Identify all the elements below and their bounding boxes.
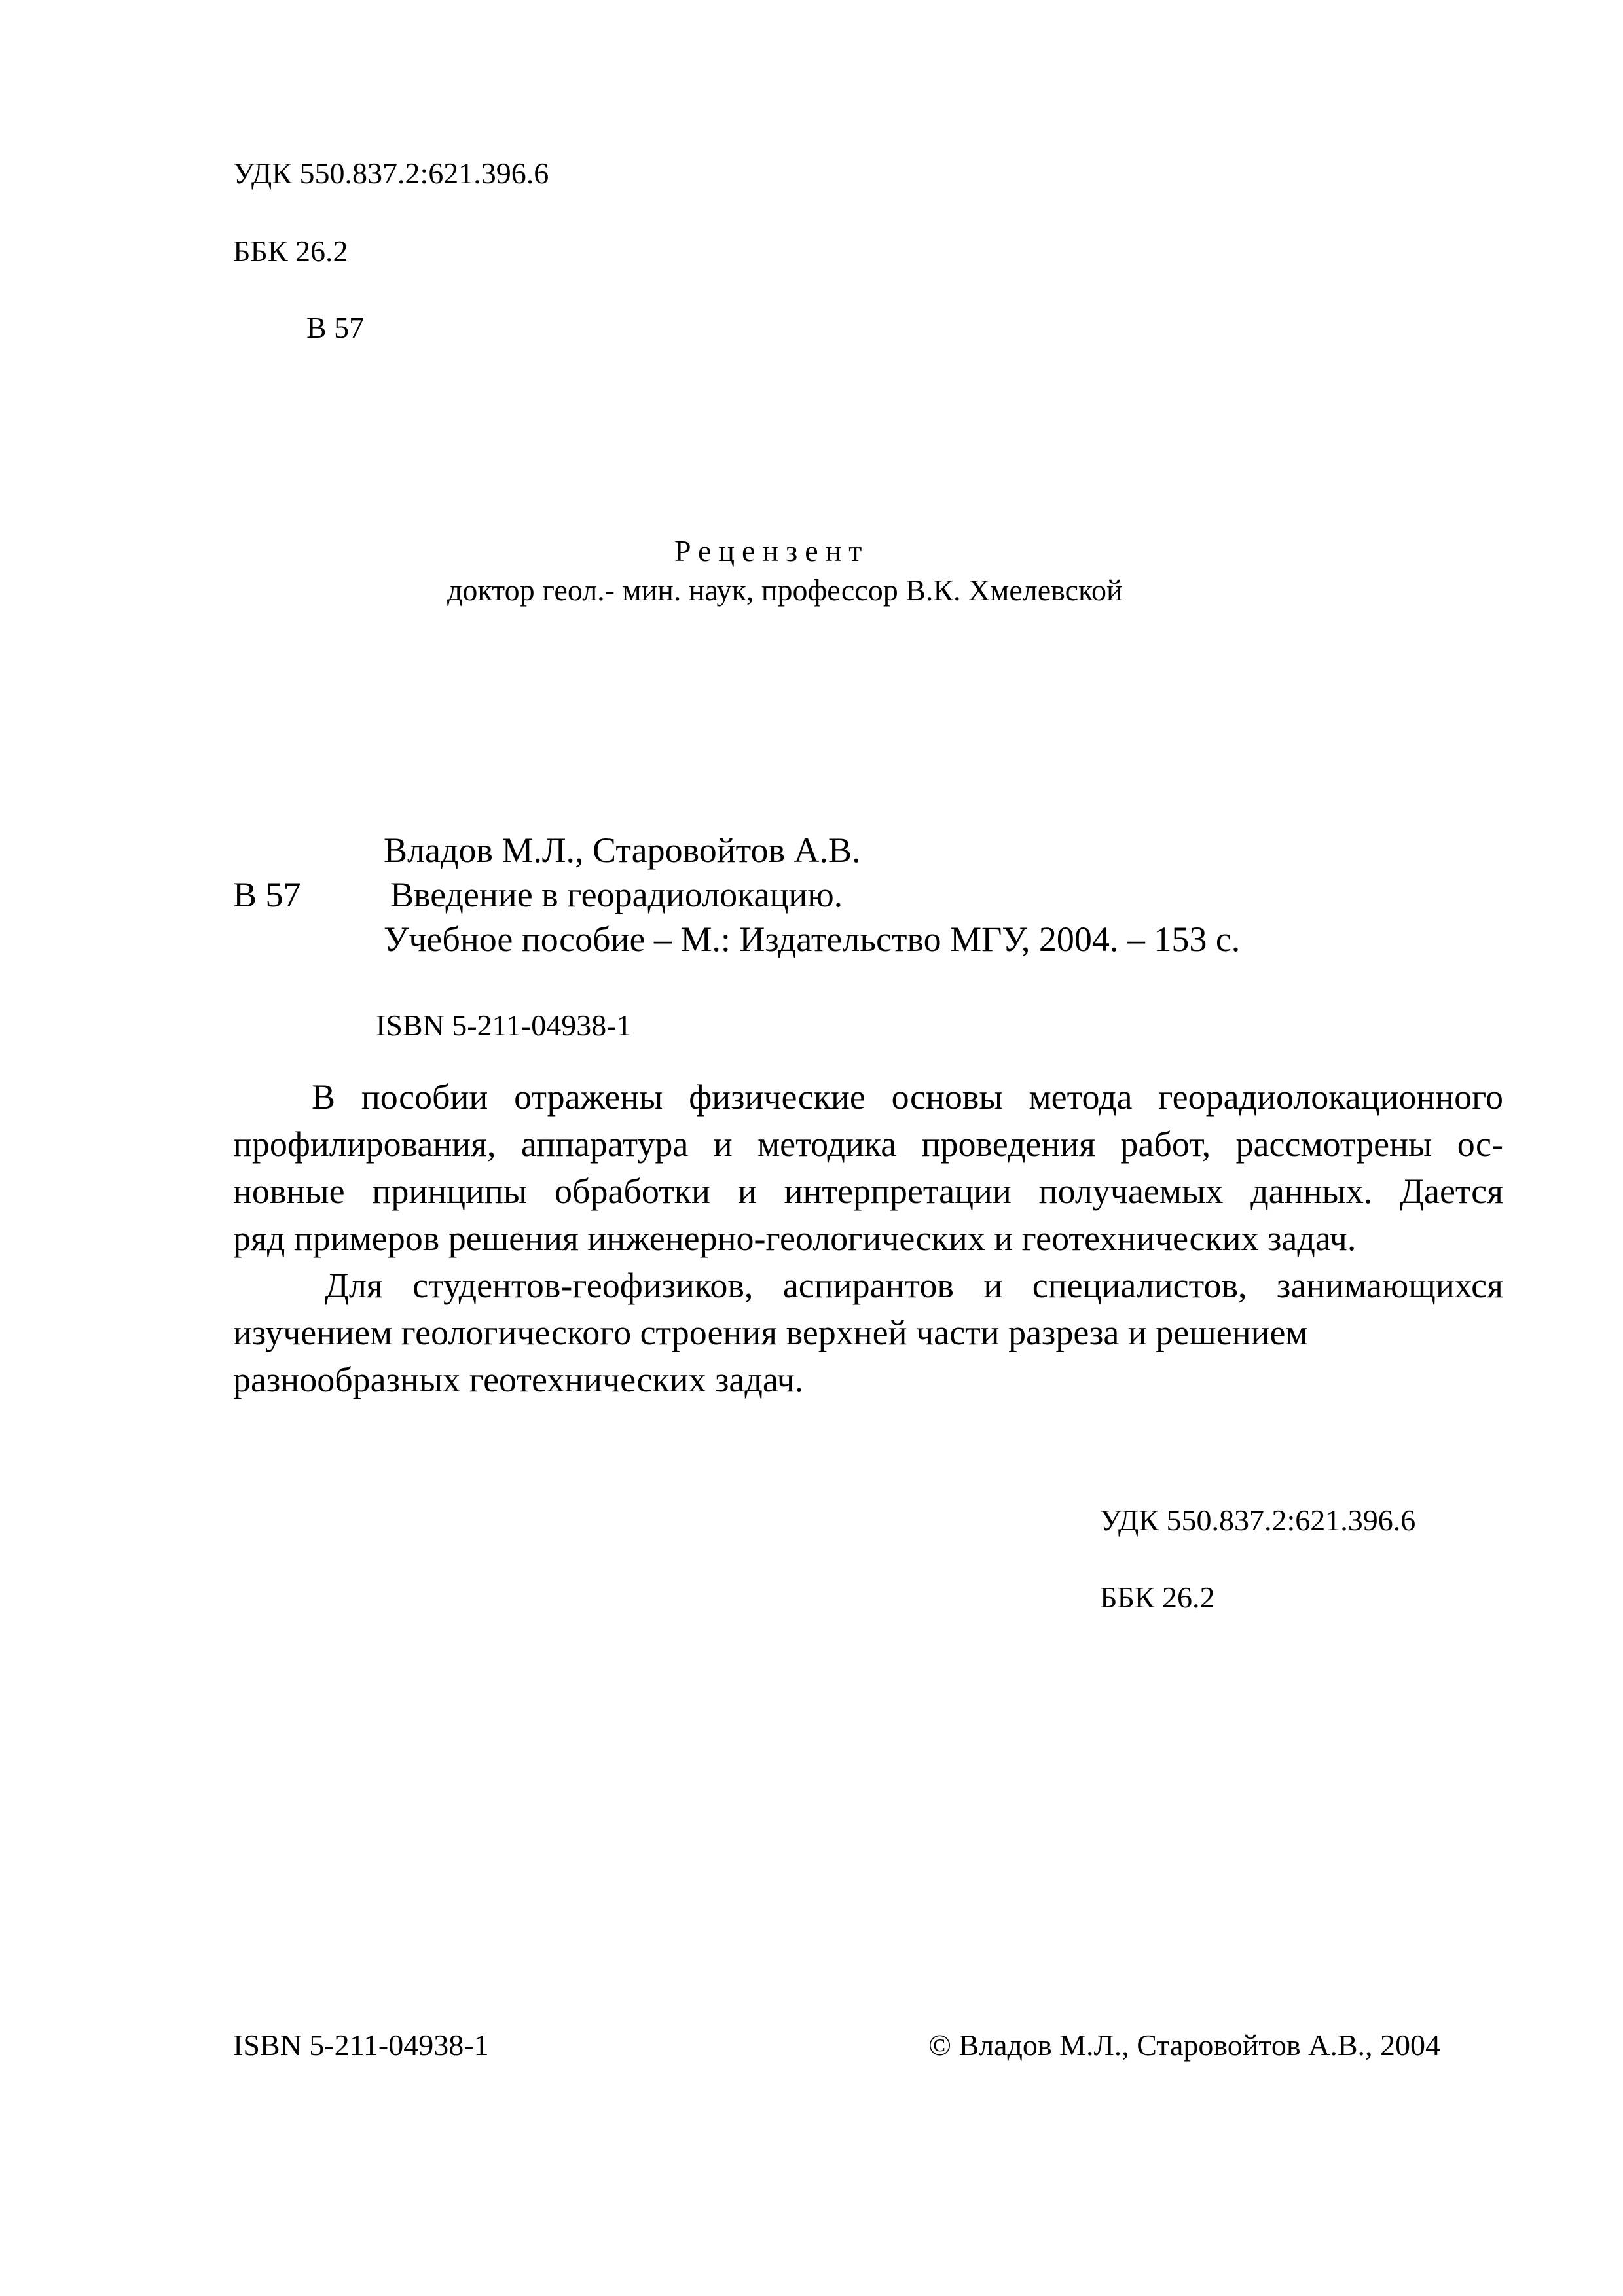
abstract-line: изучением геологического строения верхней части разреза и решением (233, 1313, 1308, 1352)
abstract-line: профилирования, аппаратура и методика проведения работ, рассмотрены ос- (233, 1124, 1503, 1164)
footer-copyright: © Владов М.Л., Старовойтов А.В., 2004 (928, 2028, 1441, 2062)
reviewer-name: доктор геол.- мин. наук, профессор В.К. Хмелевской (447, 573, 1123, 607)
classification-bbk: ББК 26.2 (1100, 1581, 1215, 1614)
book-isbn: ISBN 5-211-04938-1 (376, 1009, 632, 1042)
book-title: Введение в георадиолокацию. (390, 875, 843, 914)
book-imprint: Учебное пособие – М.: Издательство МГУ, 2004. – 153 с. (384, 920, 1241, 959)
book-cipher: В 57 (233, 875, 301, 914)
abstract-line: В пособии отражены физические основы метода георадиолокационного (312, 1077, 1503, 1117)
header-bbk: ББК 26.2 (233, 234, 348, 268)
abstract (233, 1073, 1503, 1403)
footer-isbn: ISBN 5-211-04938-1 (233, 2028, 489, 2062)
abstract-line: новные принципы обработки и интерпретации получаемых данных. Дается (233, 1172, 1503, 1211)
header-udk: УДК 550.837.2:621.396.6 (233, 156, 549, 190)
book-authors: Владов М.Л., Старовойтов А.В. (384, 831, 861, 870)
abstract-line: ряд примеров решения инженерно-геологических и геотехнических задач. (233, 1219, 1357, 1258)
abstract-line: разнообразных геотехнических задач. (233, 1360, 804, 1399)
abstract-line: Для студентов-геофизиков, аспирантов и специалистов, занимающихся (325, 1266, 1503, 1305)
header-cipher: В 57 (306, 311, 365, 344)
reviewer-title: Рецензент (674, 534, 869, 567)
classification-udk: УДК 550.837.2:621.396.6 (1100, 1503, 1416, 1537)
